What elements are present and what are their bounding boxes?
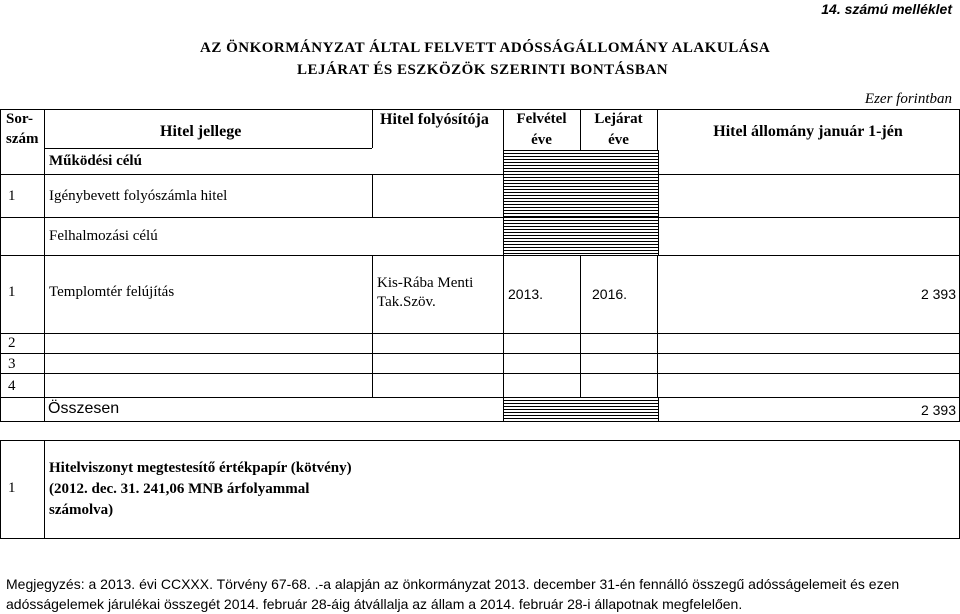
note-text: adósságelemek járulékai összegét 2014. február 28-áig átvállalja az állam a 2014. február 28-i állapotnak megfelelően. — [6, 596, 743, 612]
section-felhalmozasi: Felhalmozási célú — [49, 228, 158, 244]
header-inner-line — [44, 148, 372, 149]
bond-description: (2012. dec. 31. 241,06 MNB árfolyammal — [49, 481, 310, 497]
bond-description: Hitelviszonyt megtestesítő értékpapír (kötvény) — [49, 460, 352, 476]
row-line — [0, 440, 960, 441]
annex-label: 14. számú melléklet — [821, 1, 952, 17]
hatch-block — [503, 217, 659, 255]
header-sorszam: szám — [6, 131, 39, 147]
row-start-year: 2013. — [508, 286, 544, 302]
row-line — [0, 538, 960, 539]
header-lejarat: éve — [608, 132, 629, 148]
row-line — [0, 255, 960, 256]
header-felvetel: Felvétel — [516, 111, 567, 127]
page-title: AZ ÖNKORMÁNYZAT ÁLTAL FELVETT ADÓSSÁGÁLLOMÁNY ALAKULÁSA — [200, 40, 771, 56]
row-number: 4 — [8, 378, 16, 394]
header-lejarat: Lejárat — [594, 111, 643, 127]
header-felvetel: éve — [531, 132, 552, 148]
row-line — [0, 421, 960, 422]
row-amount: 2 393 — [920, 286, 956, 302]
row-line — [0, 217, 960, 218]
row-line — [0, 333, 960, 334]
hatch-block — [503, 150, 659, 174]
row-number: 3 — [8, 356, 16, 372]
row-lender: Kis-Rába Menti — [377, 275, 474, 291]
note-text: Megjegyzés: a 2013. évi CCXXX. Törvény 67-68. .-a alapján az önkormányzat 2013. december 31-én fennálló összegű adósságelemeit és ezen — [6, 576, 900, 592]
bond-description: számolva) — [49, 502, 114, 518]
row-lender: Tak.Szöv. — [377, 294, 436, 310]
row-number: 2 — [8, 335, 16, 351]
header-hitel-folyositoja: Hitel folyósítója — [380, 111, 489, 128]
page-subtitle: LEJÁRAT ÉS ESZKÖZÖK SZERINTI BONTÁSBAN — [296, 62, 669, 78]
row-number: 1 — [8, 188, 16, 204]
total-amount: 2 393 — [920, 402, 956, 418]
row-number: 1 — [8, 284, 16, 300]
hatch-block — [503, 397, 659, 421]
row-line — [0, 373, 960, 374]
row-name: Templomtér felújítás — [49, 284, 175, 300]
header-allomany: Hitel állomány január 1-jén — [713, 123, 903, 140]
header-bottom-line — [0, 174, 960, 175]
row-name: Igénybevett folyószámla hitel — [49, 188, 228, 204]
header-sorszam: Sor- — [6, 111, 33, 127]
header-top-line — [0, 109, 960, 110]
section-mukodesi: Működési célú — [49, 153, 142, 169]
row-end-year: 2016. — [592, 286, 628, 302]
row-line — [0, 397, 960, 398]
total-label: Összesen — [48, 400, 120, 417]
header-hitel-jellege: Hitel jellege — [160, 123, 242, 140]
unit-label: Ezer forintban — [864, 91, 952, 107]
hatch-block — [503, 174, 659, 217]
row-line — [0, 353, 960, 354]
row-number: 1 — [8, 480, 16, 496]
